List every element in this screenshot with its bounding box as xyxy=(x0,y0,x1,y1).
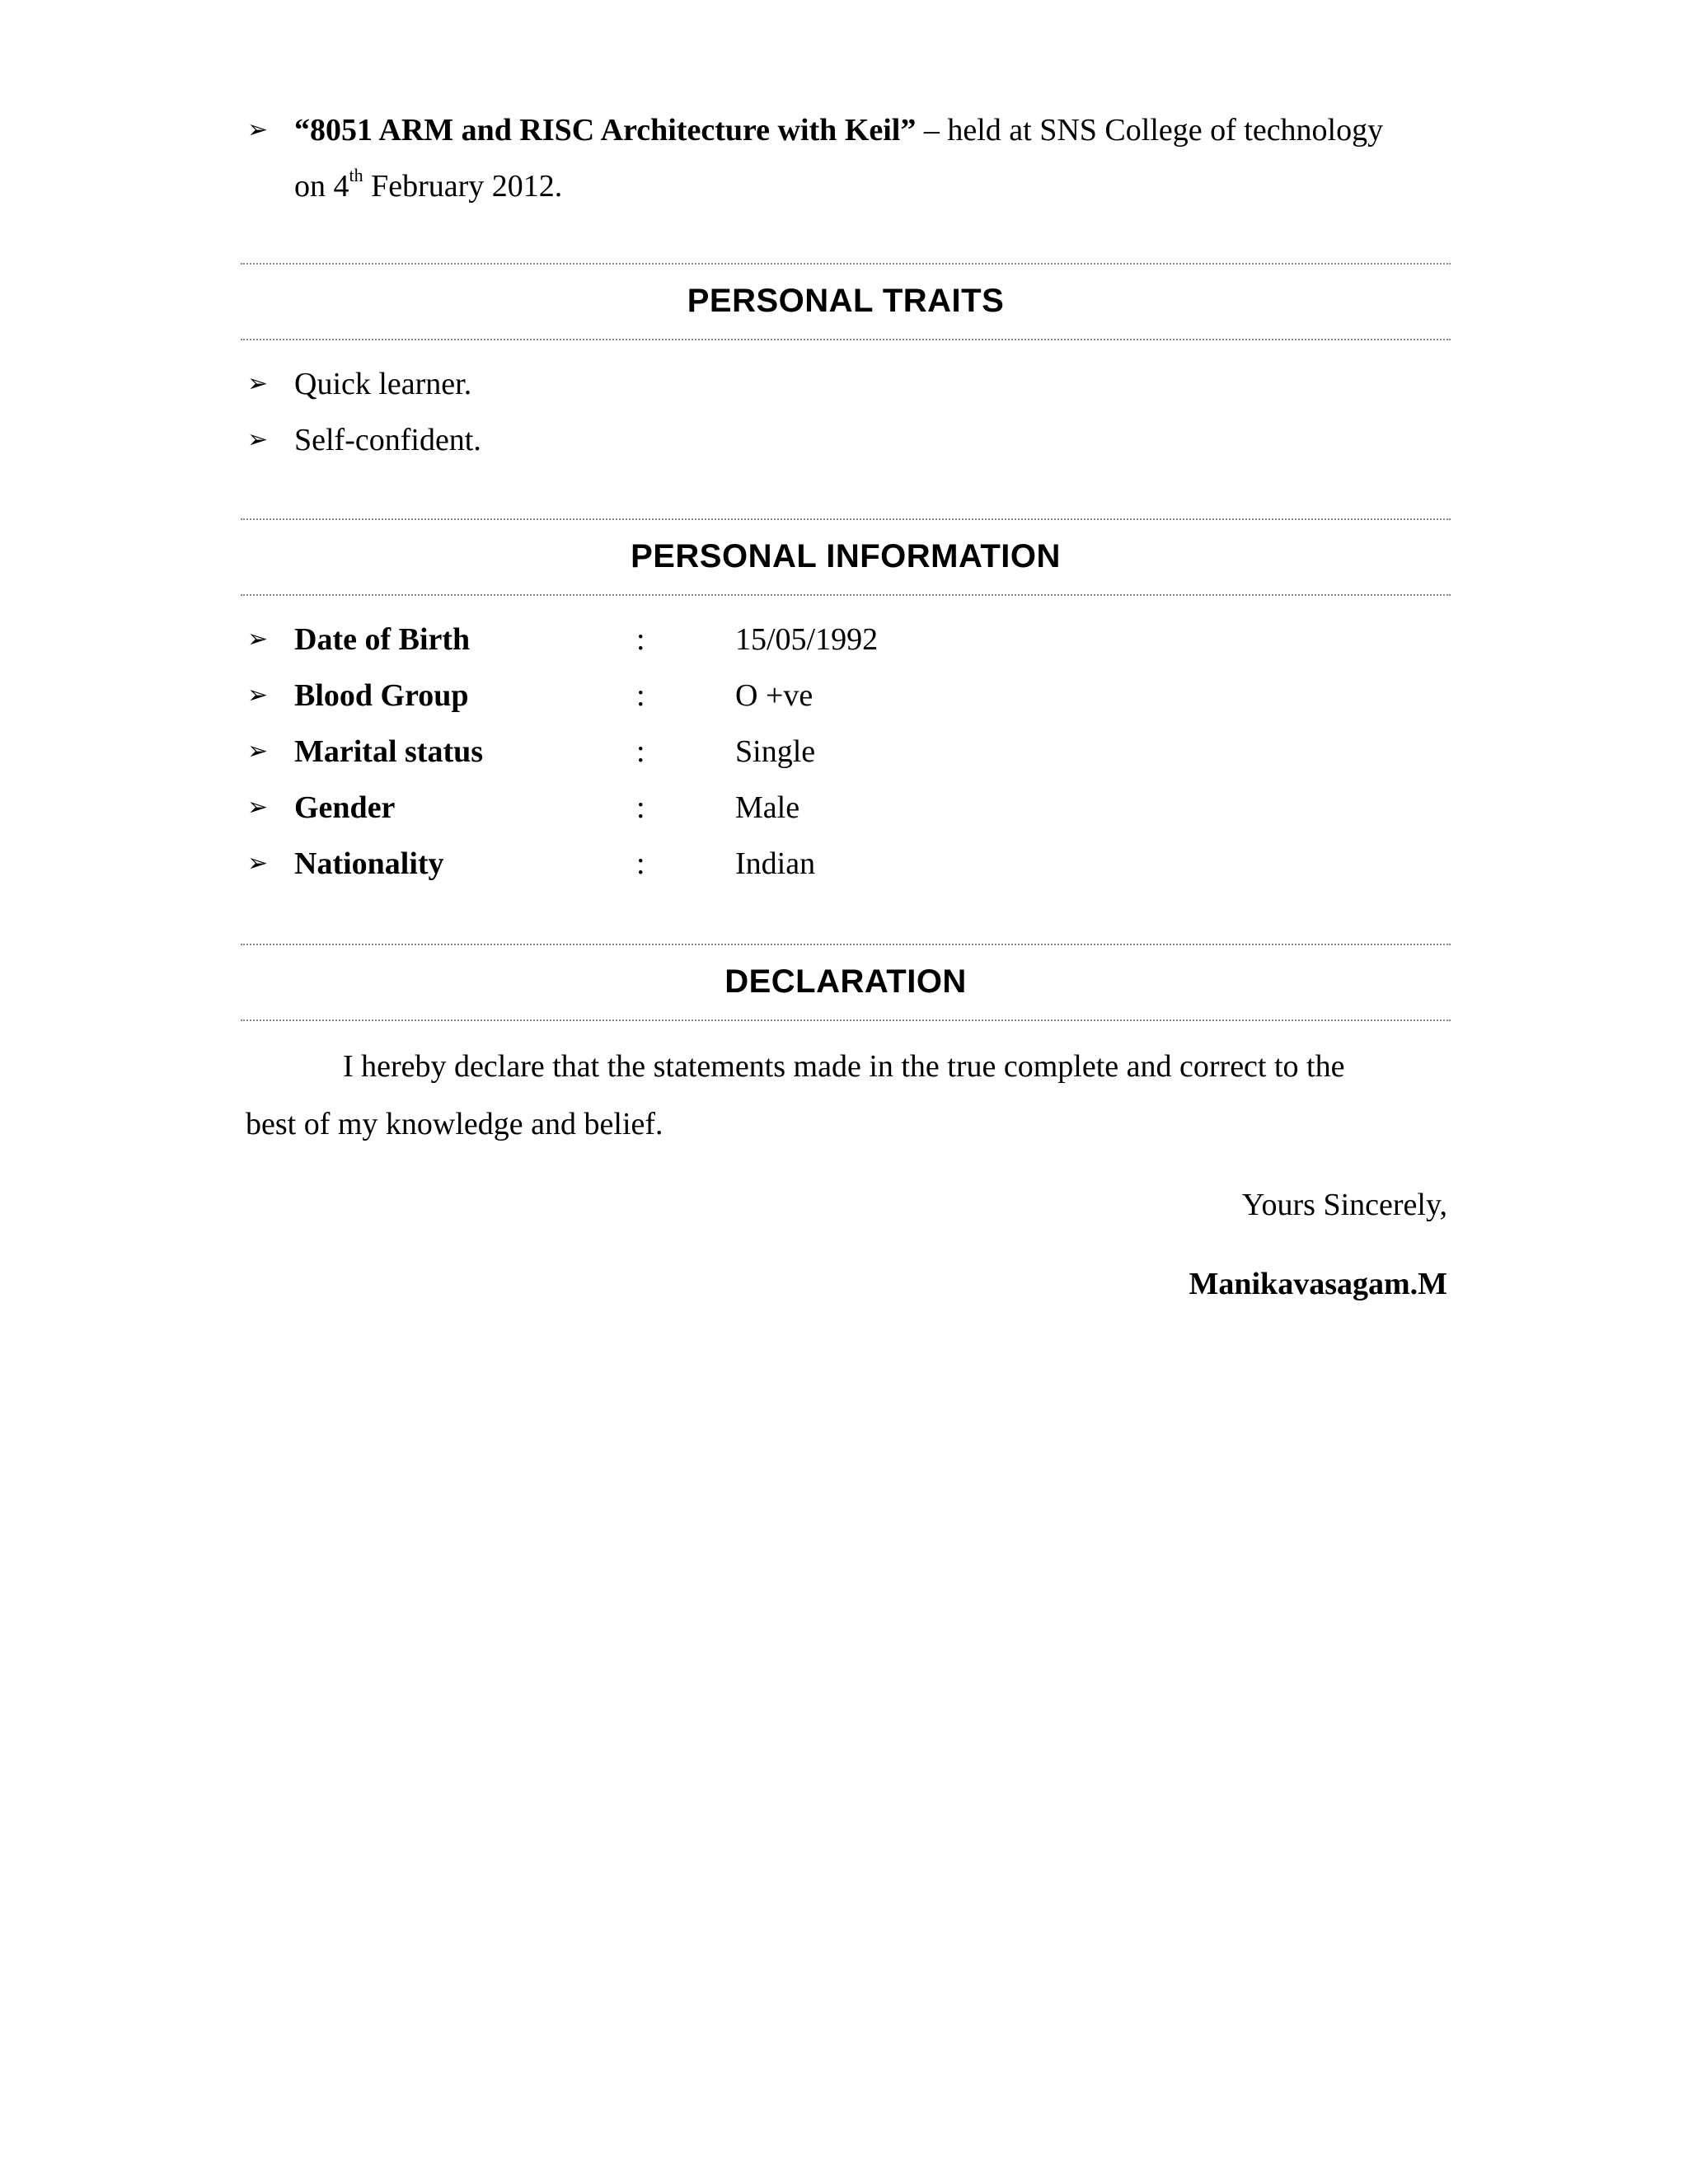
arrow-bullet-icon: ➢ xyxy=(247,625,269,654)
workshop-date-sup: th xyxy=(349,165,363,186)
personal-traits-header xyxy=(241,263,1451,340)
info-separator: : xyxy=(636,734,645,769)
section-title: DECLARATION xyxy=(724,963,967,1000)
workshop-text xyxy=(294,102,1383,158)
signature-name: Manikavasagam.M xyxy=(1189,1267,1447,1301)
workshop-date-suffix: February 2012. xyxy=(363,169,563,204)
info-row-nationality xyxy=(241,836,1451,892)
workshop-venue: – held at SNS College of technology xyxy=(916,113,1384,148)
section-title: PERSONAL TRAITS xyxy=(687,283,1005,319)
declaration-header xyxy=(241,944,1451,1021)
info-label: Gender xyxy=(294,790,396,825)
workshop-date-prefix: on 4 xyxy=(294,169,349,204)
arrow-bullet-icon: ➢ xyxy=(247,681,269,710)
arrow-bullet-icon: ➢ xyxy=(247,115,269,144)
workshop-title: “8051 ARM and RISC Architecture with Keil” xyxy=(294,113,917,148)
info-row-marital-status xyxy=(241,724,1451,780)
section-title: PERSONAL INFORMATION xyxy=(631,538,1061,574)
info-separator: : xyxy=(636,622,645,657)
info-value: Indian xyxy=(735,846,816,881)
info-separator: : xyxy=(636,846,645,881)
info-value: 15/05/1992 xyxy=(735,622,879,657)
closing-text: Yours Sincerely, xyxy=(1241,1188,1447,1222)
arrow-bullet-icon: ➢ xyxy=(247,737,269,766)
info-label: Marital status xyxy=(294,734,484,769)
info-label: Date of Birth xyxy=(294,622,471,657)
arrow-bullet-icon: ➢ xyxy=(247,849,269,878)
workshop-date xyxy=(294,158,562,214)
info-value: O +ve xyxy=(735,678,814,713)
declaration-line: I hereby declare that the statements made in the true complete and correct to the xyxy=(343,1049,1345,1084)
personal-information-header xyxy=(241,518,1451,596)
info-value: Male xyxy=(735,790,800,825)
info-label: Nationality xyxy=(294,846,444,881)
info-separator: : xyxy=(636,790,645,825)
trait-text: Quick learner. xyxy=(294,367,472,401)
declaration-text xyxy=(246,1038,1449,1153)
arrow-bullet-icon: ➢ xyxy=(247,369,269,398)
info-separator: : xyxy=(636,678,645,713)
info-label: Blood Group xyxy=(294,678,469,713)
declaration-line: best of my knowledge and belief. xyxy=(246,1107,663,1141)
info-row-blood-group xyxy=(241,668,1451,724)
trait-text: Self-confident. xyxy=(294,423,481,457)
info-value: Single xyxy=(735,734,816,769)
arrow-bullet-icon: ➢ xyxy=(247,793,269,822)
info-row-gender xyxy=(241,780,1451,836)
info-row-date-of-birth xyxy=(241,612,1451,668)
arrow-bullet-icon: ➢ xyxy=(247,425,269,454)
